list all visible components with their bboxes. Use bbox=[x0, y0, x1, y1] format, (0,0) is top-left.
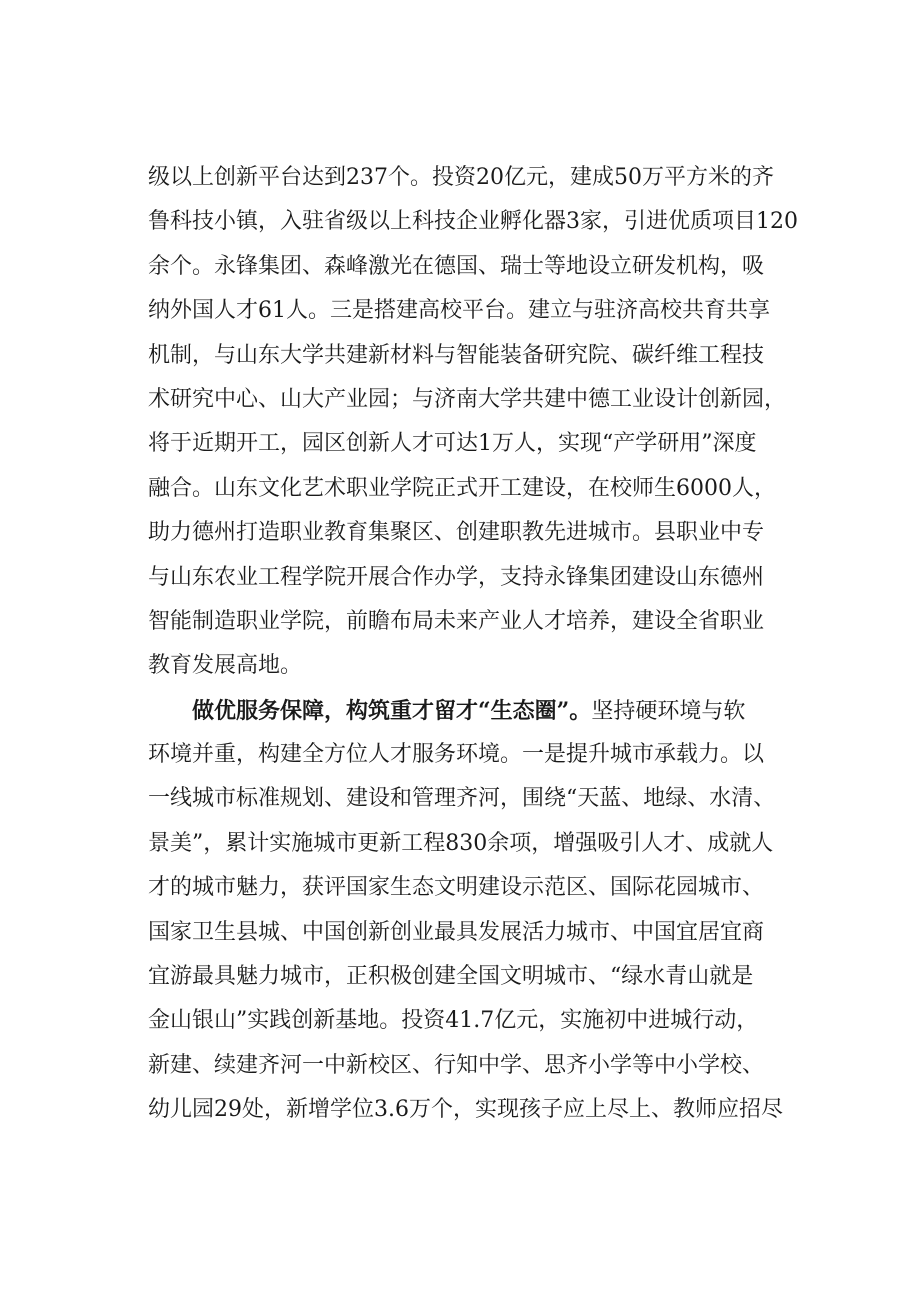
text-line: 融合。山东文化艺术职业学院正式开工建设，在校师生6000人， bbox=[148, 475, 776, 501]
text-line: 级以上创新平台达到237个。投资20亿元，建成50万平方米的齐 bbox=[148, 165, 774, 190]
text-line: 才的城市魅力，获评国家生态文明建设示范区、国际花园城市、 bbox=[148, 875, 765, 901]
text-line: 一线城市标准规划、建设和管理齐河，围绕“天蓝、地绿、水清、 bbox=[148, 786, 776, 812]
text-line: 国家卫生县城、中国创新创业最具发展活力城市、中国宜居宜商 bbox=[148, 919, 765, 945]
text-line: 与山东农业工程学院开展合作办学，支持永锋集团建设山东德州 bbox=[148, 564, 765, 590]
text-line: 新建、续建齐河一中新校区、行知中学、思齐小学等中小学校、 bbox=[148, 1052, 765, 1078]
paragraph-2 bbox=[148, 689, 808, 1133]
text-line: 机制，与山东大学共建新材料与智能装备研究院、碳纤维工程技 bbox=[148, 342, 765, 368]
text-line: 术研究中心、山大产业园；与济南大学共建中德工业设计创新园， bbox=[148, 386, 787, 412]
text-line: 将于近期开工，园区创新人才可达1万人，实现“产学研用”深度 bbox=[148, 431, 757, 457]
text-line: 幼儿园29处，新增学位3.6万个，实现孩子应上尽上、教师应招尽 bbox=[148, 1097, 783, 1123]
text-line: 景美”，累计实施城市更新工程830余项，增强吸引人才、成就人 bbox=[148, 830, 774, 856]
text-line: 宜游最具魅力城市，正积极创建全国文明城市、“绿水青山就是 bbox=[148, 964, 754, 990]
text-line: 余个。永锋集团、森峰激光在德国、瑞士等地设立研发机构，吸 bbox=[148, 253, 765, 279]
text-line: 助力德州打造职业教育集聚区、创建职教先进城市。县职业中专 bbox=[148, 520, 765, 546]
text-line: 智能制造职业学院，前瞻布局未来产业人才培养，建设全省职业 bbox=[148, 608, 765, 634]
text-line: 环境并重，构建全方位人才服务环境。一是提升城市承载力。以 bbox=[148, 742, 765, 768]
paragraph-heading: 做优服务保障，构筑重才留才“生态圈”。 bbox=[192, 697, 592, 724]
document-body bbox=[148, 156, 808, 1133]
text-line: 纳外国人才61人。三是搭建高校平台。建立与驻济高校共育共享 bbox=[148, 298, 770, 324]
paragraph-2-first-line bbox=[148, 689, 808, 733]
paragraph-heading-continuation: 坚持硬环境与软 bbox=[591, 698, 746, 724]
text-line: 教育发展高地。 bbox=[148, 653, 303, 679]
text-line: 金山银山”实践创新基地。投资41.7亿元，实施初中进城行动， bbox=[148, 1008, 759, 1034]
text-line: 鲁科技小镇，入驻省级以上科技企业孵化器3家，引进优质项目120 bbox=[148, 209, 798, 235]
paragraph-1 bbox=[148, 156, 808, 689]
